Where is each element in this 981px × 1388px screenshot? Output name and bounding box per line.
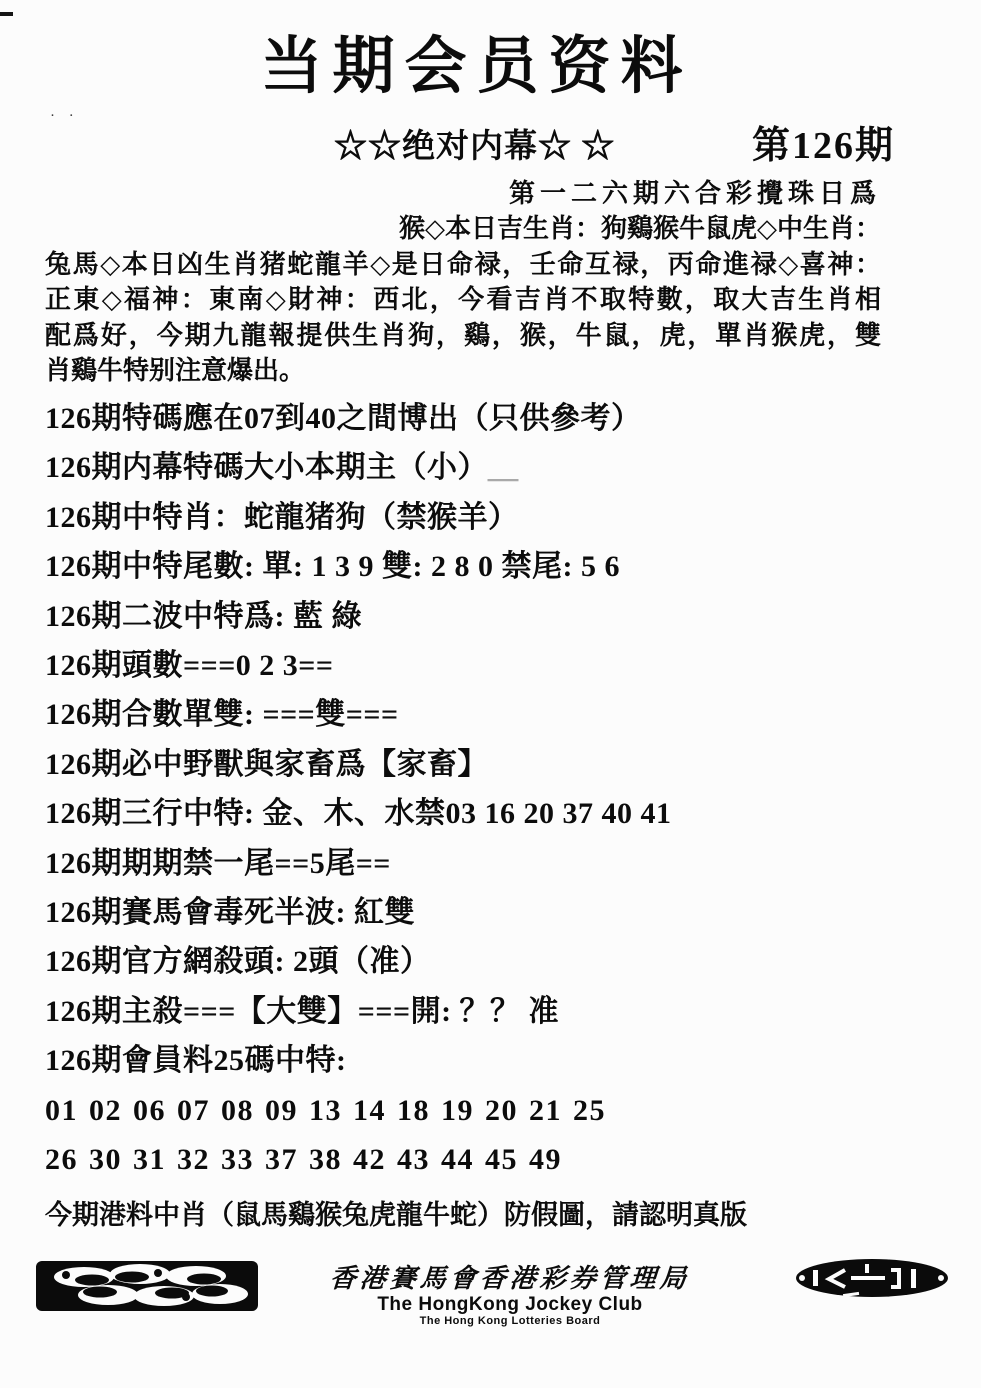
intro-line: 肖鷄牛特别注意爆出。 xyxy=(45,356,306,386)
footer-org-name-en: The HongKong Jockey Club xyxy=(377,1294,643,1315)
anti-fake-note: 今期港料中肖（鼠馬鷄猴兔虎龍牛蛇）防假圖，請認明真版 xyxy=(45,1199,747,1230)
scan-dots: · · xyxy=(50,108,79,124)
footer-organization xyxy=(280,1258,740,1327)
tip-line-tail-numbers: 126期中特尾數: 單: 1 3 9 雙: 2 8 0 禁尾: 5 6 xyxy=(45,550,620,584)
intro-line: 配爲好，今期九龍報提供生肖狗，鷄，猴，牛鼠，虎，單肖猴虎，雙 xyxy=(45,320,881,350)
tip-line-big-small: 126期内幕特碼大小本期主（小）＿ xyxy=(45,451,519,485)
issue-number: 第126期 xyxy=(752,125,896,167)
intro-line: 第一二六期六合彩攪珠日爲 xyxy=(508,179,881,208)
tips-list xyxy=(45,394,955,1240)
tip-line-half-wave: 126期賽馬會毒死半波: 紅雙 xyxy=(45,896,415,930)
jockey-club-logo xyxy=(36,1261,258,1311)
tip-line-head-numbers: 126期頭數===0 2 3== xyxy=(45,649,334,683)
intro-line: 猴◇本日吉生肖：狗鷄猴牛鼠虎◇中生肖： xyxy=(399,214,881,244)
intro-paragraph xyxy=(45,176,881,388)
oval-seal-icon xyxy=(793,1257,951,1305)
tip-line-two-waves: 126期二波中特爲: 藍 綠 xyxy=(45,599,362,633)
footer-org-name-en-sub: The Hong Kong Lotteries Board xyxy=(419,1315,601,1327)
underline-mark: ＿ xyxy=(488,451,519,485)
intro-line: 兔馬◇本日凶生肖猪蛇龍羊◇是日命禄，壬命互禄，丙命進禄◇喜神： xyxy=(45,249,881,279)
jockey-club-emblem-icon xyxy=(36,1261,258,1311)
tip-line-main-kill: 126期主殺===【大雙】===開: ？？ 准 xyxy=(45,994,560,1028)
selected-numbers-row-1: 01 02 06 07 08 09 13 14 18 19 20 21 25 xyxy=(45,1093,606,1127)
tip-line-three-elements: 126期三行中特: 金、木、水禁03 16 20 37 40 41 xyxy=(45,797,672,831)
oval-seal-logo xyxy=(793,1257,951,1305)
tip-line-special-range: 126期特碼應在07到40之間博出（只供參考） xyxy=(45,402,642,435)
footer-org-name-cn: 香港賽馬會香港彩券管理局 xyxy=(328,1264,691,1293)
page-title: 当期会员资料 xyxy=(260,33,693,101)
tip-line-kill-head: 126期官方網殺頭: 2頭（准） xyxy=(45,945,431,979)
tip-line-wild-domestic: 126期必中野獸與家畜爲【家畜】 xyxy=(45,747,488,781)
tip-line-banned-tail: 126期期期禁一尾==5尾== xyxy=(45,846,391,880)
tip-line-25-codes-title: 126期會員料25碼中特: xyxy=(45,1044,347,1078)
intro-line: 正東◇福神：東南◇財神：西北，今看吉肖不取特數，取大吉生肖相 xyxy=(45,285,881,315)
inner-secret-banner: ☆☆绝对内幕☆ ☆ xyxy=(334,129,616,165)
selected-numbers-row-2: 26 30 31 32 33 37 38 42 43 44 45 49 xyxy=(45,1143,562,1177)
tip-line-zodiac: 126期中特肖：蛇龍猪狗（禁猴羊） xyxy=(45,500,519,534)
tip-line-sum-odd-even: 126期合數單雙: ===雙=== xyxy=(45,698,399,732)
